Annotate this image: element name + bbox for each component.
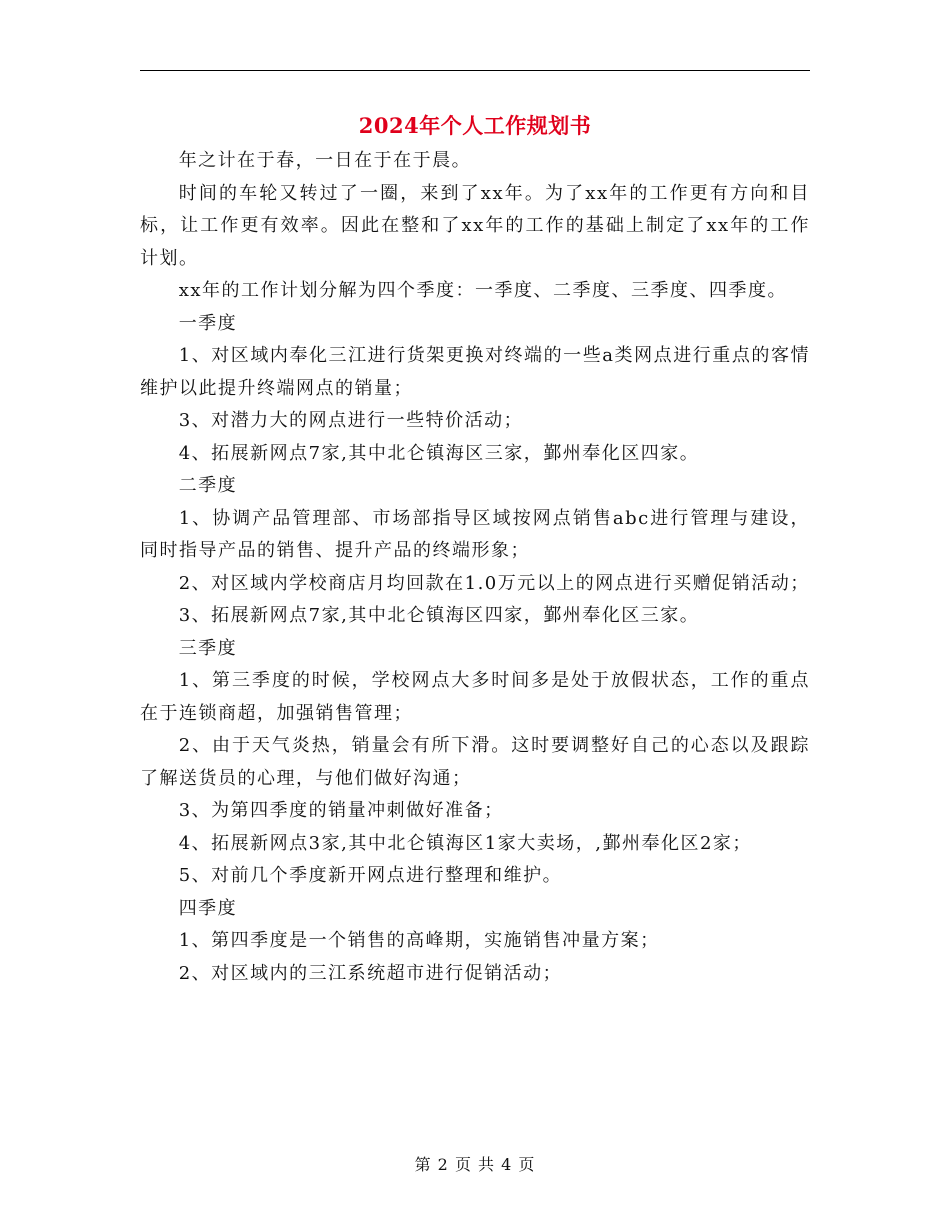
list-item: 1、第四季度是一个销售的高峰期，实施销售冲量方案； bbox=[178, 930, 660, 951]
section-heading-q3: 三季度 bbox=[178, 637, 238, 659]
paragraph: 时间的车轮又转过了一圈，来到了xx年。为了xx年的工作更有方向和目标，让工作更有效率。因此在整和了xx年的工作的基础上制定了xx年的工作计划。 bbox=[140, 182, 810, 269]
list-item: 2、由于天气炎热，销量会有所下滑。这时要调整好自己的心态以及跟踪了解送货员的心理，与他们做好沟通； bbox=[140, 735, 810, 789]
list-item: 3、拓展新网点7家,其中北仑镇海区四家，鄞州奉化区三家。 bbox=[178, 605, 700, 626]
section-heading-q4: 四季度 bbox=[178, 897, 238, 919]
list-item: 4、拓展新网点3家,其中北仑镇海区1家大卖场，,鄞州奉化区2家； bbox=[178, 832, 752, 854]
list-item: 2、对区域内的三江系统超市进行促销活动； bbox=[178, 962, 563, 984]
list-item: 2、对区域内学校商店月均回款在1.0万元以上的网点进行买赠促销活动； bbox=[178, 572, 810, 594]
list-item: 3、对潜力大的网点进行一些特价活动； bbox=[178, 410, 524, 431]
paragraph: 年之计在于春，一日在于在于晨。 bbox=[178, 150, 472, 171]
section-heading-q2: 二季度 bbox=[178, 475, 238, 496]
list-item: 1、第三季度的时候，学校网点大多时间多是处于放假状态，工作的重点在于连锁商超，加强销售管理； bbox=[140, 670, 810, 724]
section-heading-q1: 一季度 bbox=[178, 312, 238, 334]
list-item: 5、对前几个季度新开网点进行整理和维护。 bbox=[178, 865, 563, 886]
paragraph: xx年的工作计划分解为四个季度：一季度、二季度、三季度、四季度。 bbox=[178, 280, 787, 301]
list-item: 3、为第四季度的销量冲刺做好准备； bbox=[178, 800, 504, 821]
document-title: 2024年个人工作规划书 bbox=[358, 113, 592, 138]
list-item: 1、对区域内奉化三江进行货架更换对终端的一些a类网点进行重点的客情维护以此提升终端网点的销量； bbox=[140, 345, 810, 399]
list-item: 4、拓展新网点7家,其中北仑镇海区三家，鄞州奉化区四家。 bbox=[178, 442, 700, 464]
page-number: 第 2 页 共 4 页 bbox=[414, 1155, 536, 1174]
list-item: 1、协调产品管理部、市场部指导区域按网点销售abc进行管理与建设，同时指导产品的销售、提升产品的终端形象； bbox=[140, 507, 810, 561]
header-rule bbox=[140, 70, 810, 71]
document-body bbox=[140, 145, 810, 990]
